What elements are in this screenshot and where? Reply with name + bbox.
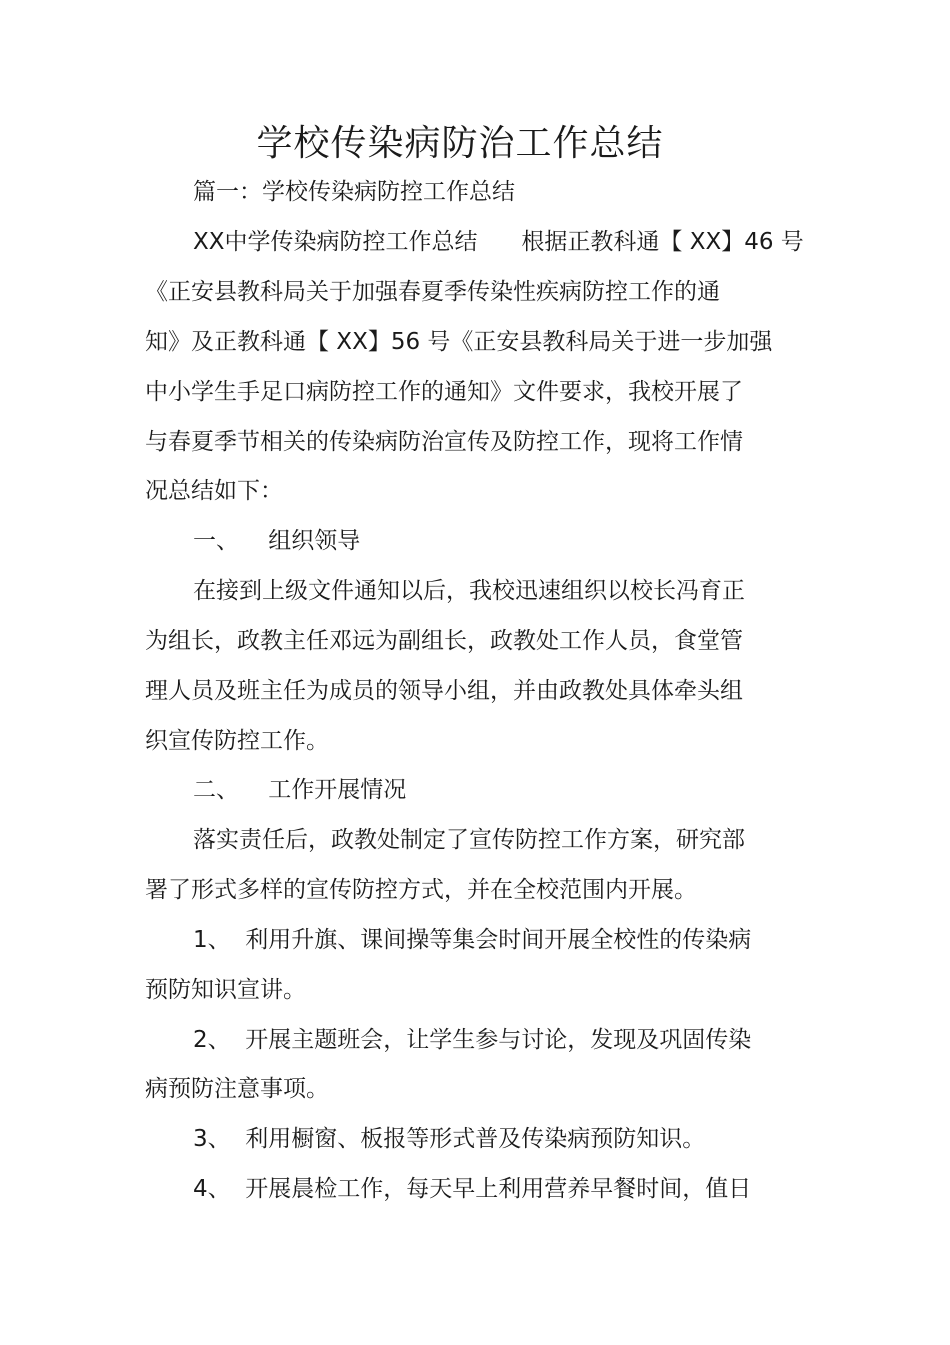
- body-line: 织宣传防控工作。: [145, 728, 329, 754]
- list-item: 1、 利用升旗、课间操等集会时间开展全校性的传染病: [193, 927, 752, 953]
- list-item: 4、 开展晨检工作，每天早上利用营养早餐时间，值日: [193, 1176, 752, 1202]
- body-line: 《正安县教科局关于加强春夏季传染性疾病防控工作的通: [145, 279, 720, 305]
- body-line: 为组长，政教主任邓远为副组长，政教处工作人员，食堂管: [145, 628, 743, 654]
- body-line: 与春夏季节相关的传染病防治宣传及防控工作，现将工作情: [145, 429, 743, 455]
- body-line: 况总结如下：: [145, 478, 283, 504]
- body-line: 病预防注意事项。: [145, 1076, 329, 1102]
- subtitle-line: 篇一：学校传染病防控工作总结: [193, 179, 515, 205]
- body-line: 理人员及班主任为成员的领导小组，并由政教处具体牵头组: [145, 678, 743, 704]
- list-item: 2、 开展主题班会，让学生参与讨论，发现及巩固传染: [193, 1027, 752, 1053]
- body-line: 知》及正教科通【 XX】56 号《正安县教科局关于进一步加强: [145, 329, 773, 355]
- body-line: 落实责任后，政教处制定了宣传防控工作方案，研究部: [193, 827, 745, 853]
- body-line: 在接到上级文件通知以后，我校迅速组织以校长冯育正: [193, 578, 745, 604]
- body-line: 预防知识宣讲。: [145, 977, 306, 1003]
- body-line: 署了形式多样的宣传防控方式，并在全校范围内开展。: [145, 877, 697, 903]
- body-line: 中小学生手足口病防控工作的通知》文件要求，我校开展了: [145, 379, 743, 405]
- list-item: 3、 利用橱窗、板报等形式普及传染病预防知识。: [193, 1126, 706, 1152]
- document-title: 学校传染病防治工作总结: [256, 123, 664, 164]
- section-heading: 二、 工作开展情况: [193, 777, 407, 803]
- section-heading: 一、 组织领导: [193, 528, 361, 554]
- body-line: XX中学传染病防控工作总结 根据正教科通【 XX】46 号: [193, 229, 804, 255]
